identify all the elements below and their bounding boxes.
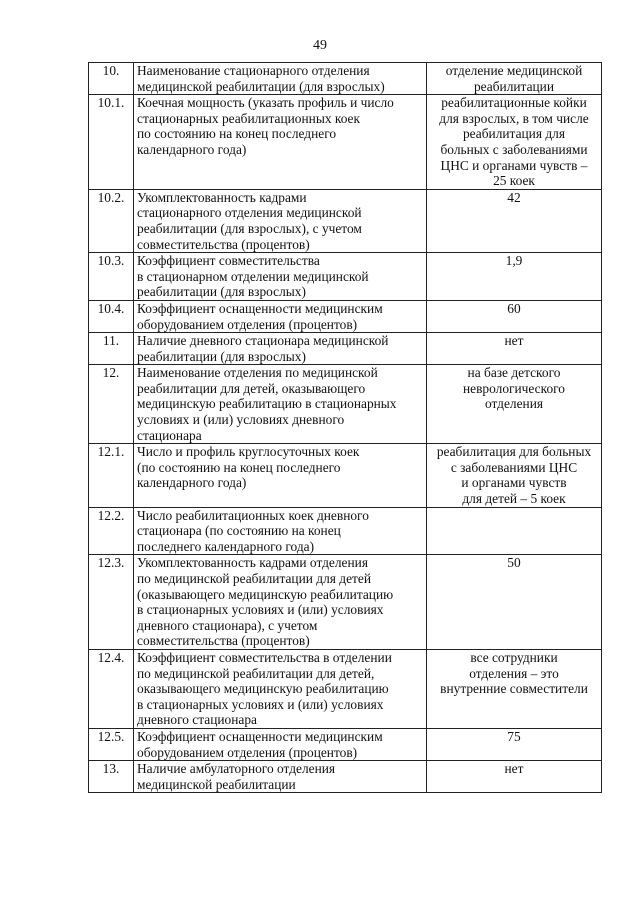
value-line: больных с заболеваниями (440, 141, 588, 157)
value-line: внутренние совместители (440, 681, 588, 697)
info-table-body (89, 63, 602, 793)
row-number: 12.3. (89, 555, 134, 650)
description-line: (оказывающего медицинскую реабилитацию (137, 586, 394, 602)
row-number: 12.1. (89, 444, 134, 507)
description-line: стационара (137, 427, 202, 443)
description-line: дневного стационара (137, 712, 257, 728)
description-line: реабилитации (для взрослых), с учетом (137, 220, 362, 236)
table-row (89, 63, 602, 95)
value-line: реабилитационные койки (441, 95, 587, 111)
row-value (427, 761, 602, 793)
description-line: в стационарном отделении медицинской (137, 268, 369, 284)
description-line: Наличие дневного стационара медицинской (137, 333, 389, 349)
table-row (89, 761, 602, 793)
value-line: с заболеваниями ЦНС (450, 459, 578, 475)
description-line: медицинской реабилитации (137, 776, 296, 792)
row-number: 10. (89, 63, 134, 95)
row-number: 10.3. (89, 253, 134, 301)
row-number: 12.2. (89, 507, 134, 555)
row-description (134, 761, 427, 793)
row-description (134, 507, 427, 555)
row-description (134, 300, 427, 332)
value-line: на базе детского (467, 365, 561, 381)
value-line: и органами чувств (461, 475, 567, 491)
row-description (134, 555, 427, 650)
table-row (89, 728, 602, 760)
description-line: стационарных реабилитационных коек (137, 110, 361, 126)
value-line: неврологического (462, 380, 565, 396)
row-value (427, 95, 602, 190)
row-value (427, 444, 602, 507)
description-line: реабилитации (для взрослых) (137, 348, 306, 364)
description-line: Число реабилитационных коек дневного (137, 507, 369, 523)
table-row (89, 333, 602, 365)
description-line: условиях и (или) условиях дневного (137, 412, 345, 428)
description-line: медицинскую реабилитацию в стационарных (137, 396, 397, 412)
description-line: дневного стационара), с учетом (137, 617, 318, 633)
description-line: Наличие амбулаторного отделения (137, 761, 336, 777)
table-row (89, 300, 602, 332)
page-number: 49 (313, 38, 327, 53)
row-value (427, 649, 602, 728)
info-table (88, 62, 602, 793)
value-line: отделение медицинской (445, 63, 583, 78)
row-value (427, 365, 602, 444)
row-description (134, 444, 427, 507)
description-line: календарного года) (137, 141, 247, 157)
row-value (427, 728, 602, 760)
value-line: ЦНС и органами чувств – (440, 157, 588, 173)
row-value (427, 555, 602, 650)
table-row (89, 189, 602, 252)
description-line: Укомплектованность кадрами (137, 189, 307, 205)
value-line: 75 (507, 728, 521, 744)
description-line: Коэффициент совместительства (137, 253, 320, 269)
value-line: 60 (507, 300, 521, 316)
row-number: 11. (89, 333, 134, 365)
description-line: оборудованием отделения (процентов) (137, 744, 358, 760)
table-row (89, 444, 602, 507)
description-line: календарного года) (137, 475, 247, 491)
description-line: по состоянию на конец последнего (137, 126, 337, 142)
value-line: для взрослых, в том числе (439, 110, 589, 126)
row-value (427, 333, 602, 365)
row-description (134, 63, 427, 95)
value-line: все сотрудники (470, 649, 558, 665)
table-row (89, 555, 602, 650)
value-line: реабилитация для (462, 126, 566, 142)
description-line: Коэффициент совместительства в отделении (137, 649, 392, 665)
table-row (89, 365, 602, 444)
value-line: для детей – 5 коек (462, 491, 566, 507)
value-line: реабилитация для больных (436, 444, 592, 460)
description-line: по медицинской реабилитации для детей (137, 571, 372, 586)
description-line: стационарного отделения медицинской (137, 205, 362, 221)
row-description (134, 95, 427, 190)
description-line: Укомплектованность кадрами отделения (137, 555, 368, 571)
value-line: отделения (484, 396, 544, 412)
row-description (134, 333, 427, 365)
description-line: Коечная мощность (указать профиль и число (137, 95, 394, 111)
table-row (89, 253, 602, 301)
description-line: Наименование отделения по медицинской (137, 365, 378, 381)
row-description (134, 189, 427, 252)
value-line: 50 (507, 555, 521, 571)
description-line: реабилитации для детей, оказывающего (137, 380, 366, 396)
description-line: в стационарных условиях и (или) условиях (137, 602, 384, 618)
row-number: 10.4. (89, 300, 134, 332)
row-value (427, 63, 602, 95)
description-line: оборудованием отделения (процентов) (137, 316, 358, 332)
description-line: стационара (по состоянию на конец (137, 523, 341, 539)
row-value (427, 300, 602, 332)
description-line: Наименование стационарного отделения (137, 63, 370, 78)
value-line: 42 (507, 189, 521, 205)
row-description (134, 728, 427, 760)
description-line: Число и профиль круглосуточных коек (137, 444, 360, 460)
row-description (134, 253, 427, 301)
row-description (134, 365, 427, 444)
description-line: реабилитации (для взрослых) (137, 284, 306, 300)
description-line: оказывающего медицинскую реабилитацию (137, 681, 389, 697)
row-number: 10.1. (89, 95, 134, 190)
row-number: 12. (89, 365, 134, 444)
row-number: 12.4. (89, 649, 134, 728)
table-row (89, 95, 602, 190)
value-line: нет (504, 761, 524, 777)
value-line: 25 коек (493, 173, 535, 189)
description-line: совместительства (процентов) (137, 236, 310, 252)
description-line: (по состоянию на конец последнего (137, 459, 341, 475)
description-line: медицинской реабилитации (для взрослых) (137, 78, 385, 94)
row-value (427, 507, 602, 555)
row-number: 10.2. (89, 189, 134, 252)
row-number: 12.5. (89, 728, 134, 760)
table-row (89, 507, 602, 555)
row-value (427, 189, 602, 252)
description-line: по медицинской реабилитации для детей, (137, 665, 375, 681)
value-line: отделения – это (469, 665, 559, 681)
value-line: нет (504, 333, 524, 349)
value-line: реабилитации (473, 78, 555, 94)
description-line: в стационарных условиях и (или) условиях (137, 696, 384, 712)
row-number: 13. (89, 761, 134, 793)
description-line: Коэффициент оснащенности медицинским (137, 728, 383, 744)
row-description (134, 649, 427, 728)
table-row (89, 649, 602, 728)
description-line: совместительства (процентов) (137, 633, 310, 649)
value-line: 1,9 (505, 253, 523, 269)
description-line: Коэффициент оснащенности медицинским (137, 300, 383, 316)
description-line: последнего календарного года) (137, 538, 315, 554)
row-value (427, 253, 602, 301)
